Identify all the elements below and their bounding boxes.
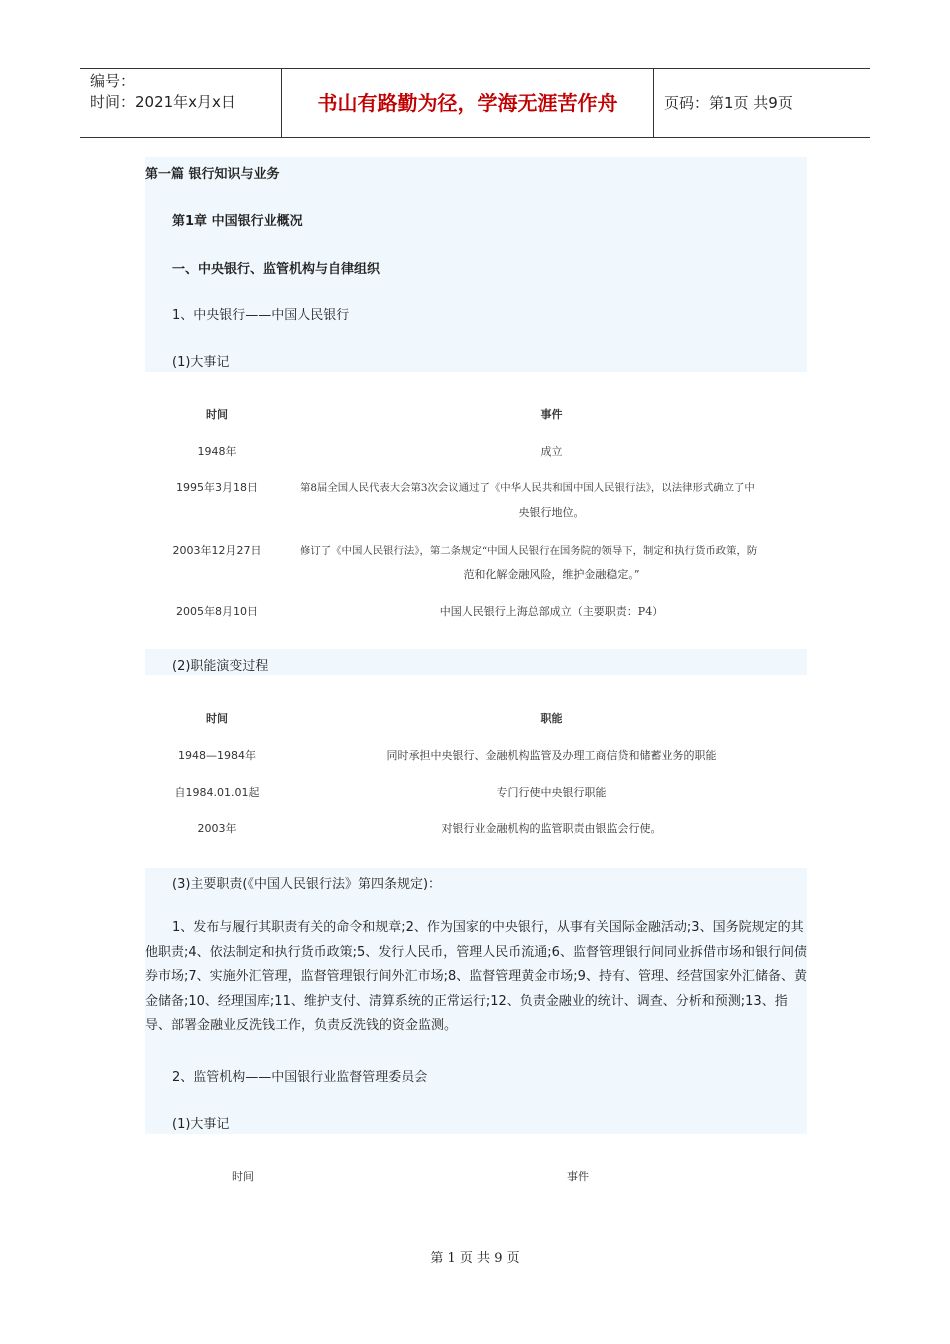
document-date-label: 时间：2021年x月x日 bbox=[90, 93, 236, 111]
table-header-event: 事件 bbox=[540, 408, 563, 421]
item-title-chronicle-2: (1)大事记 bbox=[172, 1117, 230, 1132]
table-cell-event: 修订了《中国人民银行法》，第二条规定“中国人民银行在国务院的领导下，制定和执行货币政策，防 bbox=[300, 545, 758, 557]
table-cell-event-cont: 央银行地位。 bbox=[518, 506, 585, 519]
table-cell-time: 1948—1984年 bbox=[178, 749, 256, 762]
subsection-title-2: 2、监管机构——中国银行业监督管理委员会 bbox=[172, 1070, 428, 1085]
table-header-event: 事件 bbox=[567, 1170, 589, 1183]
table-cell-time: 2003年12月27日 bbox=[172, 544, 262, 557]
subsection-title: 1、中央银行——中国人民银行 bbox=[172, 308, 350, 323]
table-cell-time: 1995年3月18日 bbox=[176, 481, 258, 494]
item-title-chronicle: (1)大事记 bbox=[172, 355, 230, 370]
table-cell-function: 同时承担中央银行、金融机构监管及办理工商信贷和储蓄业务的职能 bbox=[386, 749, 717, 762]
table-cell-event: 第8届全国人民代表大会第3次会议通过了《中华人民共和国中国人民银行法》，以法律形式确立了中 bbox=[300, 482, 755, 494]
page-footer: 第 1 页 共 9 页 bbox=[430, 1251, 520, 1266]
header-page-number: 页码：第1页 共9页 bbox=[664, 94, 793, 112]
table-cell-time: 2003年 bbox=[197, 822, 237, 835]
table-header-time: 时间 bbox=[232, 1170, 254, 1183]
header-motto: 书山有路勤为径，学海无涯苦作舟 bbox=[282, 69, 654, 137]
table-cell-time: 2005年8月10日 bbox=[176, 605, 258, 618]
chapter-title: 第1章 中国银行业概况 bbox=[172, 214, 303, 229]
table-cell-time: 自1984.01.01起 bbox=[174, 786, 260, 799]
document-number-label: 编号： bbox=[90, 72, 136, 90]
item-title-functions: (2)职能演变过程 bbox=[172, 659, 269, 674]
header-meta bbox=[80, 69, 282, 137]
item-title-duties: (3)主要职责(《中国人民银行法》第四条规定)： bbox=[172, 877, 442, 892]
table-cell-event: 成立 bbox=[540, 445, 563, 458]
table-cell-time: 1948年 bbox=[197, 445, 237, 458]
table-header-time: 时间 bbox=[206, 408, 228, 421]
part-title: 第一篇 银行知识与业务 bbox=[145, 167, 280, 182]
table-header-time: 时间 bbox=[206, 712, 228, 725]
duties-paragraph: 1、发布与履行其职责有关的命令和规章;2、作为国家的中央银行，从事有关国际金融活动;3、国务院规定的其他职责;4、依法制定和执行货币政策;5、发行人民币，管理人民币流通;6、监督管理银行间同业拆借市场和银行间债券市场;7、实施外汇管理，监督管理银行间外汇市场;8、监督管理黄金市场;9、持有、管理、经营国家外汇储备、黄金储备;10、经理国库;11、维护支付、清算系统的正常运行;12、负责金融业的统计、调查、分析和预测;13、指导、部署金融业反洗钱工作，负责反洗钱的资金监测。 bbox=[145, 920, 807, 1033]
table-cell-event-cont: 范和化解金融风险，维护金融稳定。” bbox=[463, 568, 640, 581]
table-cell-event: 中国人民银行上海总部成立（主要职责：P4） bbox=[439, 605, 664, 618]
table-cell-function: 对银行业金融机构的监管职责由银监会行使。 bbox=[441, 822, 662, 835]
page-header bbox=[80, 68, 870, 138]
table-cell-function: 专门行使中央银行职能 bbox=[496, 786, 607, 799]
table-header-function: 职能 bbox=[540, 712, 563, 725]
section-title: 一、中央银行、监管机构与自律组织 bbox=[172, 262, 381, 277]
